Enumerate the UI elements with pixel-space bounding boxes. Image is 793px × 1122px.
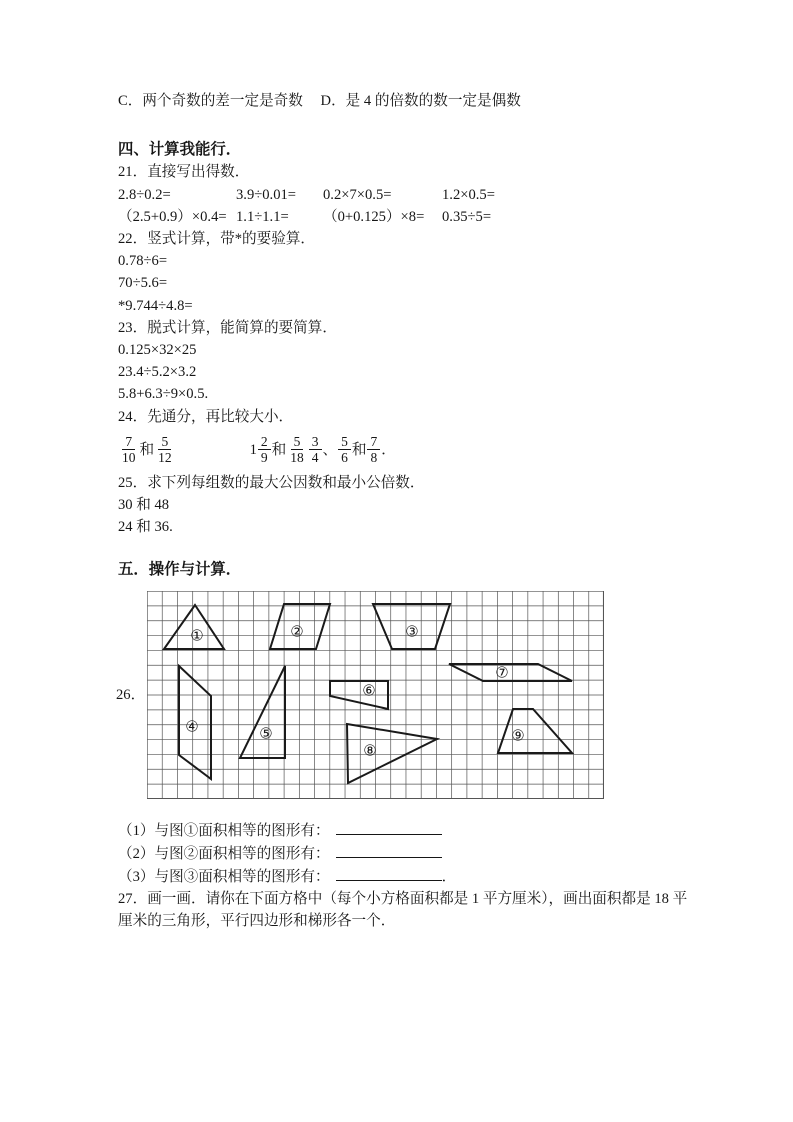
option-c: C．两个奇数的差一定是奇数	[118, 93, 303, 109]
q22-label: 22．竖式计算，带*的要验算．	[118, 231, 316, 248]
shape-2-number-label: ②	[290, 624, 304, 641]
shape-9-trapezoid	[498, 709, 572, 753]
q21-expression: 3.9÷0.01=	[236, 186, 297, 203]
fraction-numerator: 5	[158, 434, 171, 451]
fraction-text: 1	[249, 441, 257, 458]
section4-heading: 四、计算我能行．	[118, 141, 242, 159]
q24-fraction-comparisons	[118, 428, 688, 472]
fraction	[119, 434, 139, 466]
fraction-text: 、	[322, 441, 338, 458]
shape-3-number-label: ③	[405, 624, 419, 641]
fraction-numerator: 2	[258, 434, 271, 451]
shape-5-number-label: ⑤	[259, 726, 273, 743]
shape-4-number-label: ④	[185, 719, 199, 736]
q22-expression: *9.744÷4.8=	[118, 297, 193, 314]
shape-7-number-label: ⑦	[495, 665, 509, 682]
q23-label: 23．脱式计算，能简算的要简算．	[118, 319, 337, 336]
fraction-group	[118, 434, 176, 466]
mc-options-line	[118, 90, 688, 112]
q27-text-line1: 27．画一画．请你在下面方格中（每个小方格面积都是 1 平方厘米），画出面积都是 18 平	[118, 891, 688, 908]
fraction-denominator: 6	[341, 450, 348, 466]
shape-6-number-label: ⑥	[362, 683, 376, 700]
fraction-text: 和	[351, 441, 367, 458]
q26-label: 26．	[116, 686, 146, 703]
q25-label: 25．求下列每组数的最大公因数和最小公倍数．	[118, 474, 425, 491]
answer-blank	[336, 842, 442, 858]
fraction-text: ．	[381, 441, 396, 458]
q27-text-line2: 厘米的三角形，平行四边形和梯形各一个．	[118, 913, 396, 930]
fraction-group	[250, 434, 396, 466]
shape-8-number-label: ⑧	[363, 743, 377, 760]
option-d: D．是 4 的倍数的数一定是偶数	[320, 93, 521, 109]
grid-shapes-figure	[147, 591, 604, 799]
fraction-denominator: 8	[370, 450, 378, 466]
q21-expression: 0.2×7×0.5=	[323, 186, 392, 203]
q23-expression: 0.125×32×25	[118, 342, 197, 359]
answer-blank	[336, 819, 442, 835]
shape-1-number-label: ①	[190, 628, 204, 645]
q23-expression: 23.4÷5.2×3.2	[118, 364, 197, 381]
fraction-numerator: 7	[367, 434, 380, 451]
fraction-denominator: 4	[311, 450, 319, 466]
document-content	[118, 90, 688, 933]
q26-sub3-text: （3）与图③面积相等的图形有：	[118, 869, 330, 886]
fraction-numerator: 7	[122, 434, 135, 451]
q21-row2	[118, 206, 688, 228]
fraction	[367, 434, 380, 466]
shape-7-parallelogram	[449, 664, 572, 681]
q21-expression: （0+0.125）×8=	[323, 208, 425, 225]
q25-pair: 24 和 36.	[118, 519, 173, 536]
q21-expression: （2.5+0.9）×0.4=	[118, 208, 227, 225]
q22-expression: 70÷5.6=	[118, 275, 168, 292]
q22-expression: 0.78÷6=	[118, 253, 168, 270]
fraction-denominator: 9	[260, 450, 268, 466]
fraction-numerator: 5	[338, 434, 351, 451]
section5-heading: 五．操作与计算．	[118, 561, 242, 579]
q21-label: 21．直接写出得数．	[118, 164, 250, 181]
q21-expression: 2.8÷0.2=	[118, 186, 171, 203]
q26-sub3-suffix: ．	[441, 869, 457, 886]
q21-expression: 1.1÷1.1=	[236, 208, 289, 225]
answer-blank	[336, 865, 442, 881]
q23-expression: 5.8+6.3÷9×0.5.	[118, 386, 209, 403]
q25-pair: 30 和 48	[118, 497, 170, 514]
shape-9-number-label: ⑨	[511, 728, 525, 745]
q21-row1	[118, 184, 688, 206]
fraction-denominator: 12	[158, 450, 172, 466]
fraction	[309, 434, 322, 466]
q26-subquestion-1	[118, 819, 688, 842]
fraction-numerator: 3	[309, 434, 322, 451]
q24-label: 24．先通分，再比较大小．	[118, 408, 294, 425]
fraction	[258, 434, 271, 466]
q26-subquestion-2	[118, 842, 688, 865]
fraction-text: 和	[139, 441, 155, 458]
fraction	[287, 434, 307, 466]
fraction	[338, 434, 351, 466]
q26-sub1-text: （1）与图①面积相等的图形有：	[118, 822, 330, 839]
fraction	[155, 434, 175, 466]
fraction-numerator: 5	[291, 434, 304, 451]
fraction-denominator: 18	[290, 450, 304, 466]
q26-subquestion-3	[118, 865, 688, 888]
fraction-text: 和	[271, 441, 287, 458]
q21-expression: 0.35÷5=	[442, 208, 492, 225]
q26-sub2-text: （2）与图②面积相等的图形有：	[118, 845, 330, 862]
q21-expression: 1.2×0.5=	[442, 186, 495, 203]
fraction-denominator: 10	[122, 450, 136, 466]
q26-figure	[116, 591, 604, 799]
